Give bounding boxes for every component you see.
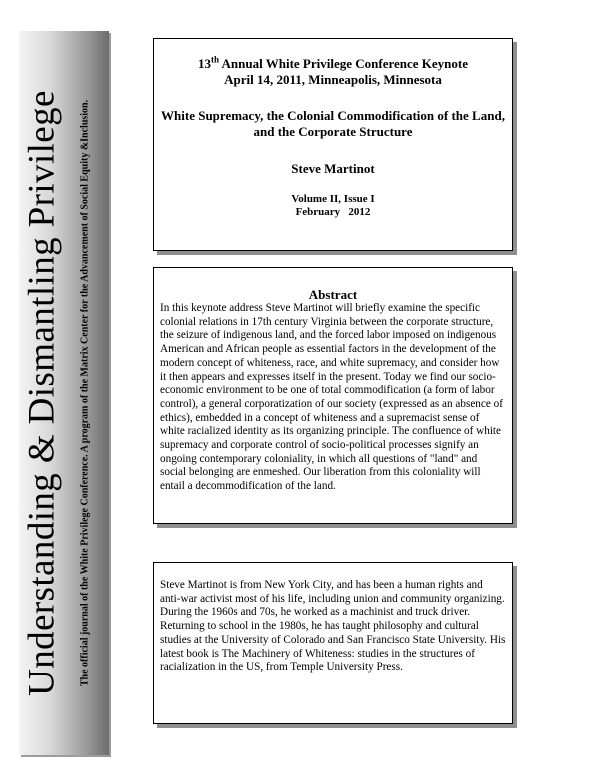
publication-date: February 2012	[295, 206, 371, 218]
journal-sidebar-banner	[19, 31, 109, 755]
journal-title: Understanding & Dismantling Privilege	[21, 90, 63, 696]
author-bio: Steve Martinot is from New York City, and has been a human rights and anti-war activist most of his life, including union and community organizing. During the 1960s and 70s, he worked as a machinist and truck driver. Returning to school in the 1980s, he has taught philosophy and cultural studies at the University of Colorado and San Francisco State University. His latest book is The Machinery of Whiteness: studies in the structures of racialization in the US, from Temple University Press.	[160, 579, 506, 674]
abstract-body: In this keynote address Steve Martinot will briefly examine the specific colonial relations in 17th century Virginia between the corporate structure, the seizure of indigenous land, and the forced labor imposed on indigenous American and African people as essential factors in the development of the modern concept of whiteness, race, and white supremacy, and consider how it then appears and expresses itself in the present. Today we find our socio-economic environment to be one of total commodification (a form of labor control), a general corporatization of our society (expressed as an absence of ethics), embedded in a concept of whiteness and a supremacist sense of white racialized identity as its organizing principle. The confluence of white supremacy and corporate control of socio-political processes signify an ongoing contemporary coloniality, in which all questions of "land" and social belonging are enmeshed. Our liberation from this coloniality will entail a decommodification of the land.	[160, 302, 503, 493]
article-title: White Supremacy, the Colonial Commodification of the Land, and the Corporate Structure	[161, 108, 505, 139]
title-box	[153, 38, 513, 251]
author-name: Steve Martinot	[291, 161, 375, 176]
abstract-box	[153, 267, 513, 524]
volume-issue: Volume II, Issue I	[291, 193, 375, 205]
conference-ordinal: 13	[197, 56, 211, 71]
conference-date-location: April 14, 2011, Minneapolis, Minnesota	[224, 72, 442, 87]
abstract-title: Abstract	[308, 287, 358, 302]
conference-heading	[154, 56, 512, 88]
author-bio-box	[153, 562, 513, 724]
journal-subtitle: The official journal of the White Privilege Conference. A program of the Matrix Center for the Advancement of Social Equity &Inclusion.	[79, 99, 91, 687]
conference-name: Annual White Privilege Conference Keynote	[218, 56, 469, 71]
issue-info	[154, 193, 512, 219]
conference-ordinal-suffix: th	[210, 54, 219, 65]
